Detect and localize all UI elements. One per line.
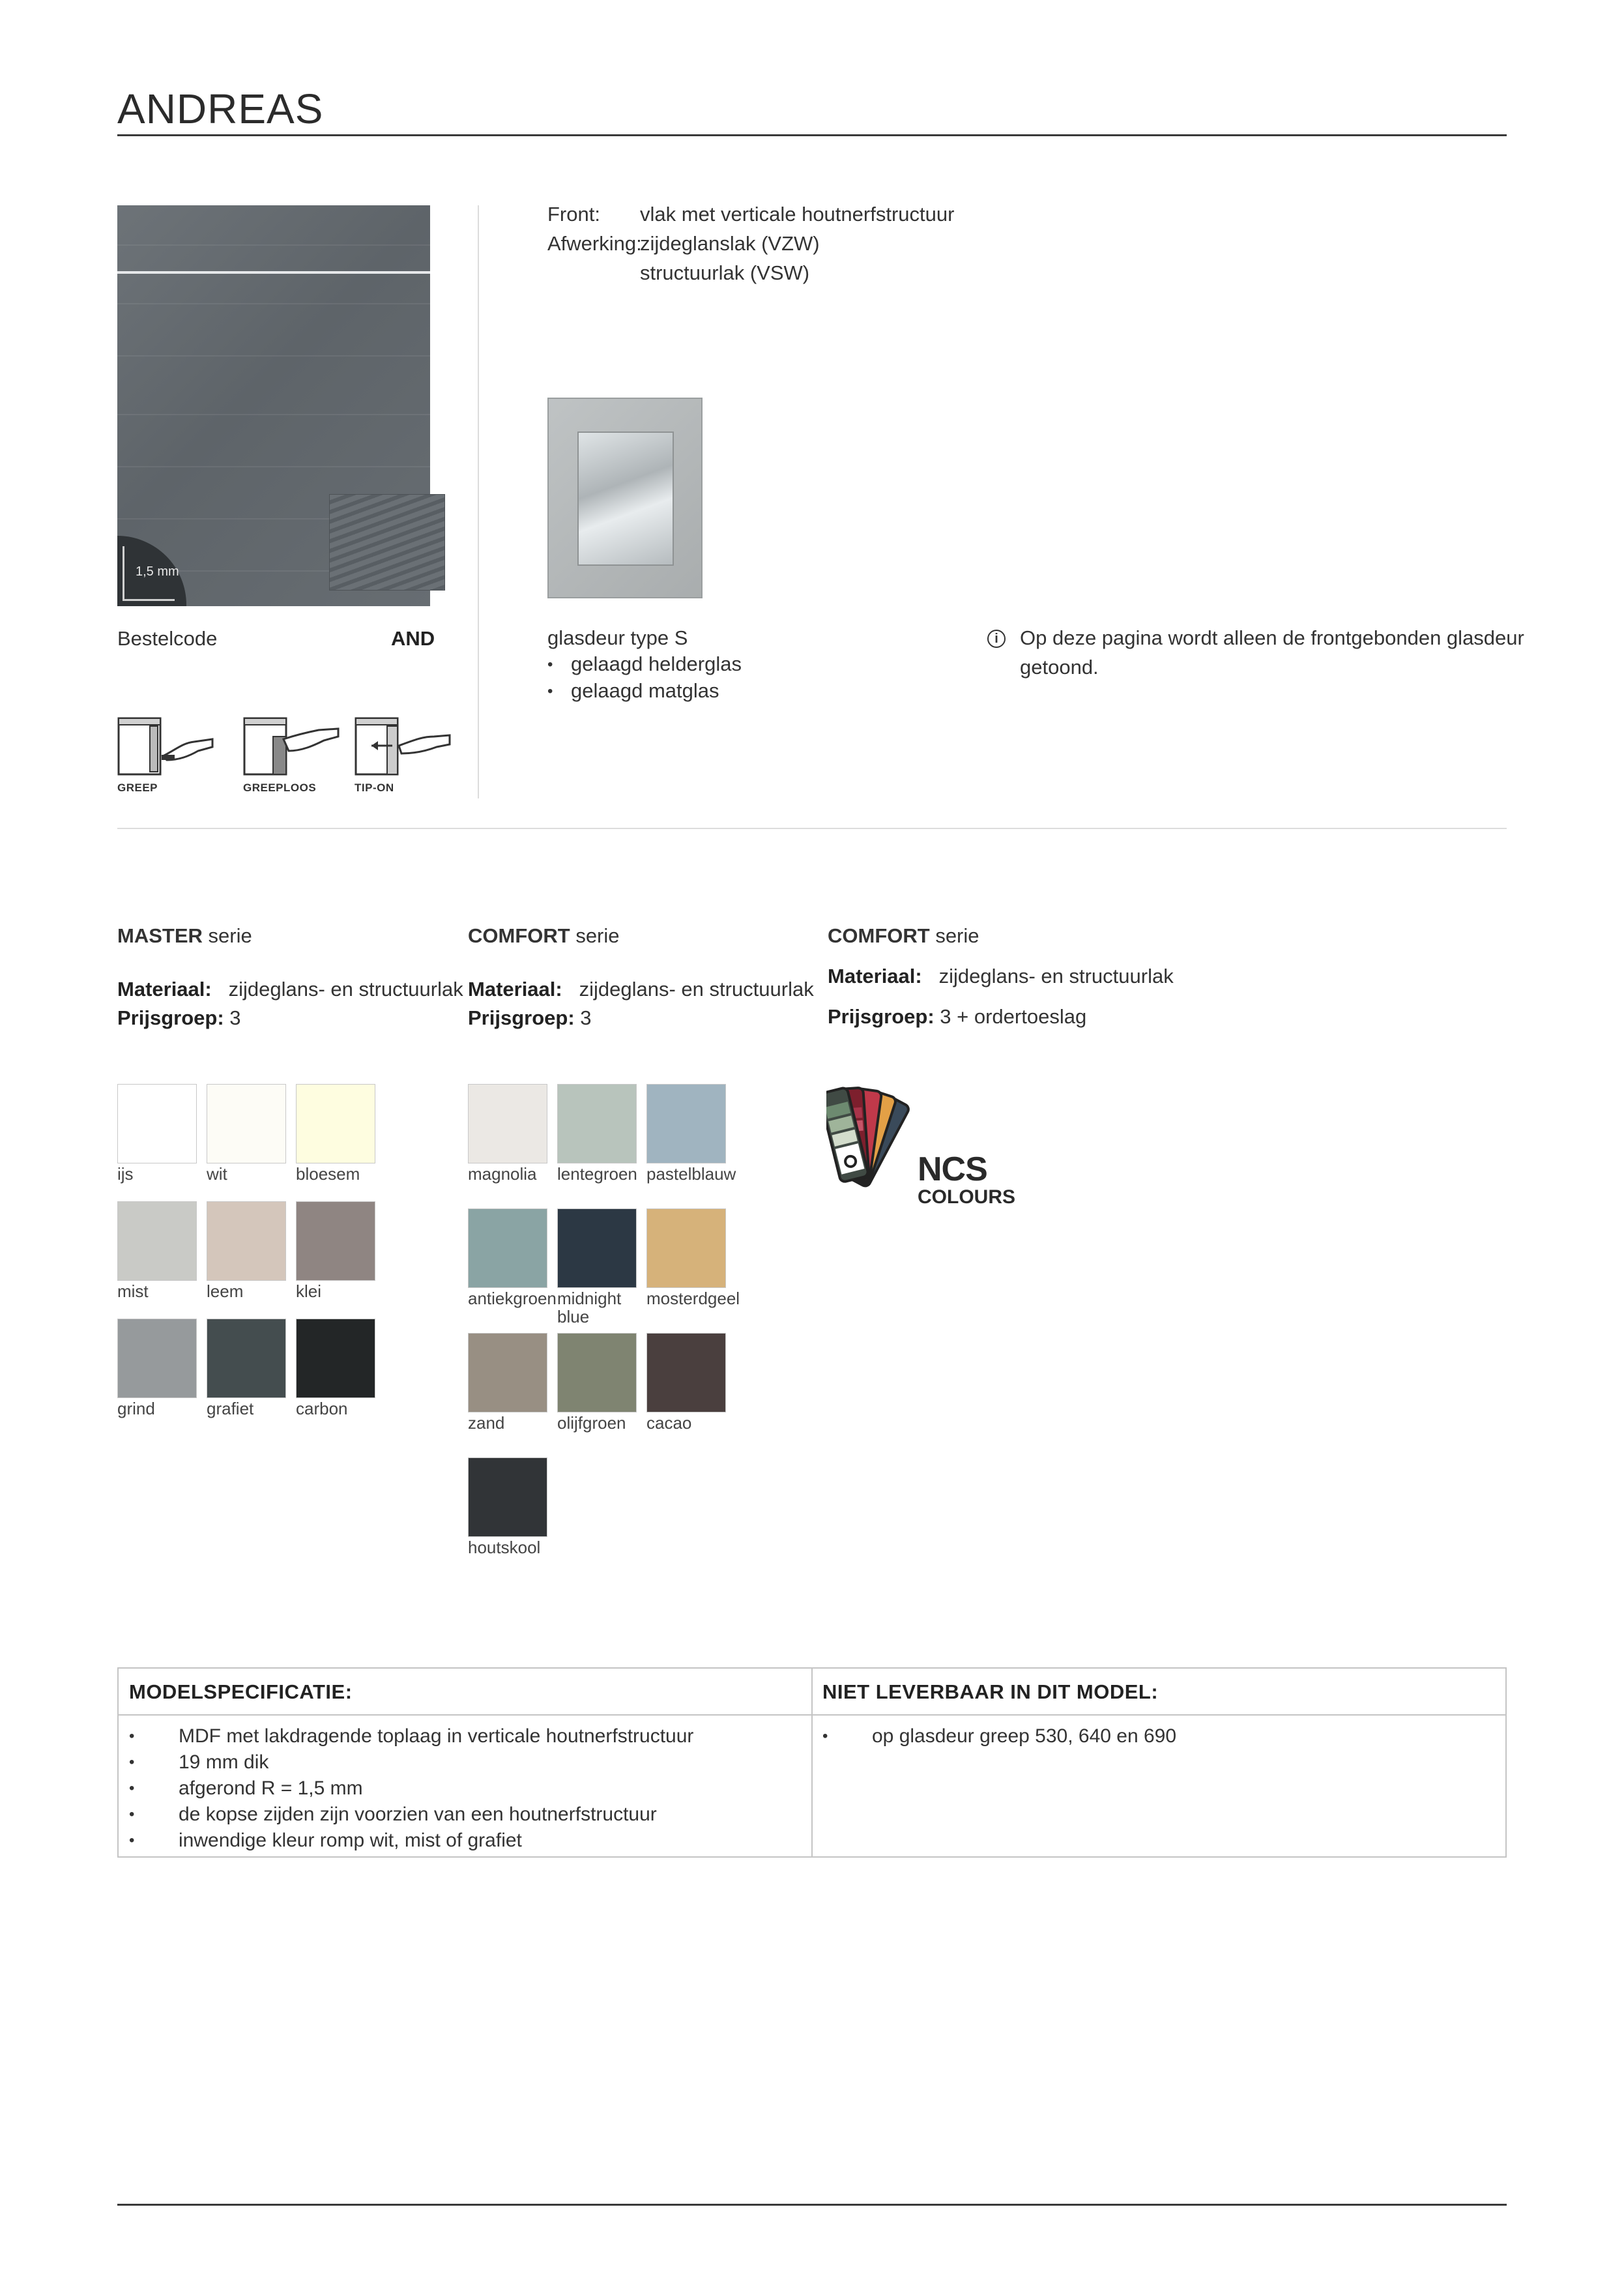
comfort-color-swatch xyxy=(646,1084,726,1163)
master-color-swatch xyxy=(296,1201,375,1281)
handle-gripless-icon xyxy=(243,717,341,776)
spec-front-value: vlak met verticale houtnerfstructuur xyxy=(640,203,955,226)
comfort-color-swatch xyxy=(557,1333,637,1412)
page-title: ANDREAS xyxy=(117,85,324,132)
spec-item: 19 mm dik xyxy=(179,1751,269,1773)
bullet: • xyxy=(129,1805,135,1823)
spec-item: afgerond R = 1,5 mm xyxy=(179,1777,363,1799)
section-divider xyxy=(117,828,1507,829)
glass-door-title: glasdeur type S xyxy=(547,626,688,649)
master-color-swatch xyxy=(117,1201,197,1281)
master-price-group: Prijsgroep: 3 xyxy=(117,1006,241,1029)
comfort-color-label: midnight blue xyxy=(557,1289,622,1326)
master-color-swatch xyxy=(117,1084,197,1163)
master-material: Materiaal: zijdeglans- en structuurlak xyxy=(117,978,463,1001)
comfort-color-label: lentegroen xyxy=(557,1164,637,1184)
comfort-color-label: zand xyxy=(468,1413,505,1433)
comfort-color-swatch xyxy=(557,1084,637,1163)
comfort-color-label: pastelblauw xyxy=(646,1164,736,1184)
master-color-label: grafiet xyxy=(207,1399,254,1418)
comfort-ncs-series-heading: COMFORT serie xyxy=(828,924,979,947)
column-separator xyxy=(478,205,479,798)
bullet: • xyxy=(129,1779,135,1797)
bullet: • xyxy=(129,1727,135,1745)
handle-tipon-icon xyxy=(355,717,452,776)
master-color-label: leem xyxy=(207,1281,244,1301)
master-color-swatch xyxy=(296,1084,375,1163)
bullet: • xyxy=(129,1832,135,1849)
master-series-heading: MASTER serie xyxy=(117,924,252,947)
master-color-label: carbon xyxy=(296,1399,348,1418)
bottom-divider xyxy=(117,2204,1507,2206)
spec-item: inwendige kleur romp wit, mist of grafiet xyxy=(179,1830,522,1851)
comfort-color-swatch xyxy=(468,1333,547,1412)
master-color-label: grind xyxy=(117,1399,155,1418)
handle-grip-icon xyxy=(117,717,215,776)
note-line-1: Op deze pagina wordt alleen de frontgebonden glasdeur xyxy=(1020,626,1524,649)
info-icon: i xyxy=(987,630,1006,648)
comfort-color-label: magnolia xyxy=(468,1164,537,1184)
master-color-label: bloesem xyxy=(296,1164,360,1184)
master-color-swatch xyxy=(207,1084,286,1163)
glass-door-image xyxy=(547,398,703,598)
comfort-color-swatch xyxy=(468,1457,547,1537)
master-color-label: klei xyxy=(296,1281,322,1301)
comfort-color-label: olijfgroen xyxy=(557,1413,626,1433)
glass-door-option-1: gelaagd helderglas xyxy=(571,652,742,675)
note-line-2: getoond. xyxy=(1020,656,1099,679)
comfort-color-label: houtskool xyxy=(468,1538,541,1557)
spec-front-label: Front: xyxy=(547,203,600,226)
master-color-swatch xyxy=(207,1201,286,1281)
master-color-label: mist xyxy=(117,1281,149,1301)
comfort-color-label: mosterdgeel xyxy=(646,1289,740,1308)
unavailable-item: op glasdeur greep 530, 640 en 690 xyxy=(872,1725,1177,1747)
door-drawer-split xyxy=(117,271,430,274)
comfort-price-group: Prijsgroep: 3 xyxy=(468,1006,592,1029)
table-header-spec: MODELSPECIFICATIE: xyxy=(129,1680,353,1703)
table-header-unavailable: NIET LEVERBAAR IN DIT MODEL: xyxy=(822,1680,1159,1703)
comfort-series-heading: COMFORT serie xyxy=(468,924,620,947)
comfort-color-swatch xyxy=(557,1208,637,1288)
comfort-color-swatch xyxy=(468,1208,547,1288)
comfort-color-swatch xyxy=(646,1333,726,1412)
master-color-swatch xyxy=(296,1319,375,1398)
comfort-color-label: antiekgroen xyxy=(468,1289,557,1308)
spec-finish-value-1: zijdeglanslak (VZW) xyxy=(640,232,820,255)
order-code-label: Bestelcode xyxy=(117,627,218,650)
spec-item: MDF met lakdragende toplaag in verticale houtnerfstructuur xyxy=(179,1725,694,1747)
ncs-logo-subtext: COLOURS xyxy=(918,1186,1015,1208)
spec-finish-label: Afwerking: xyxy=(547,232,642,255)
ncs-logo-text: NCS xyxy=(918,1150,987,1188)
bullet: • xyxy=(822,1727,828,1745)
table-column-split xyxy=(811,1669,813,1856)
comfort-material: Materiaal: zijdeglans- en structuurlak xyxy=(468,978,814,1001)
glass-door-option-2: gelaagd matglas xyxy=(571,679,719,702)
comfort-color-swatch xyxy=(646,1208,726,1288)
handle-grip-label: GREEP xyxy=(117,782,158,794)
master-color-label: wit xyxy=(207,1164,227,1184)
comfort-ncs-material: Materiaal: zijdeglans- en structuurlak xyxy=(828,965,1174,987)
spec-item: de kopse zijden zijn voorzien van een houtnerfstructuur xyxy=(179,1804,657,1825)
comfort-color-label: cacao xyxy=(646,1413,692,1433)
master-color-label: ijs xyxy=(117,1164,134,1184)
comfort-ncs-price-group: Prijsgroep: 3 + ordertoeslag xyxy=(828,1005,1087,1028)
master-color-swatch xyxy=(117,1319,197,1398)
order-code-value: AND xyxy=(391,627,435,650)
texture-sample xyxy=(329,494,445,591)
handle-tipon-label: TIP-ON xyxy=(355,782,394,794)
edge-radius-label: 1,5 mm xyxy=(136,564,179,579)
master-color-swatch xyxy=(207,1319,286,1398)
handle-gripless-label: GREEPLOOS xyxy=(243,782,317,794)
top-divider xyxy=(117,134,1507,136)
bullet: • xyxy=(547,682,553,700)
ncs-colours-logo xyxy=(826,1082,1015,1212)
comfort-color-swatch xyxy=(468,1084,547,1163)
bullet: • xyxy=(547,656,553,673)
spec-finish-value-2: structuurlak (VSW) xyxy=(640,261,810,284)
model-spec-table xyxy=(117,1667,1507,1858)
bullet: • xyxy=(129,1753,135,1771)
